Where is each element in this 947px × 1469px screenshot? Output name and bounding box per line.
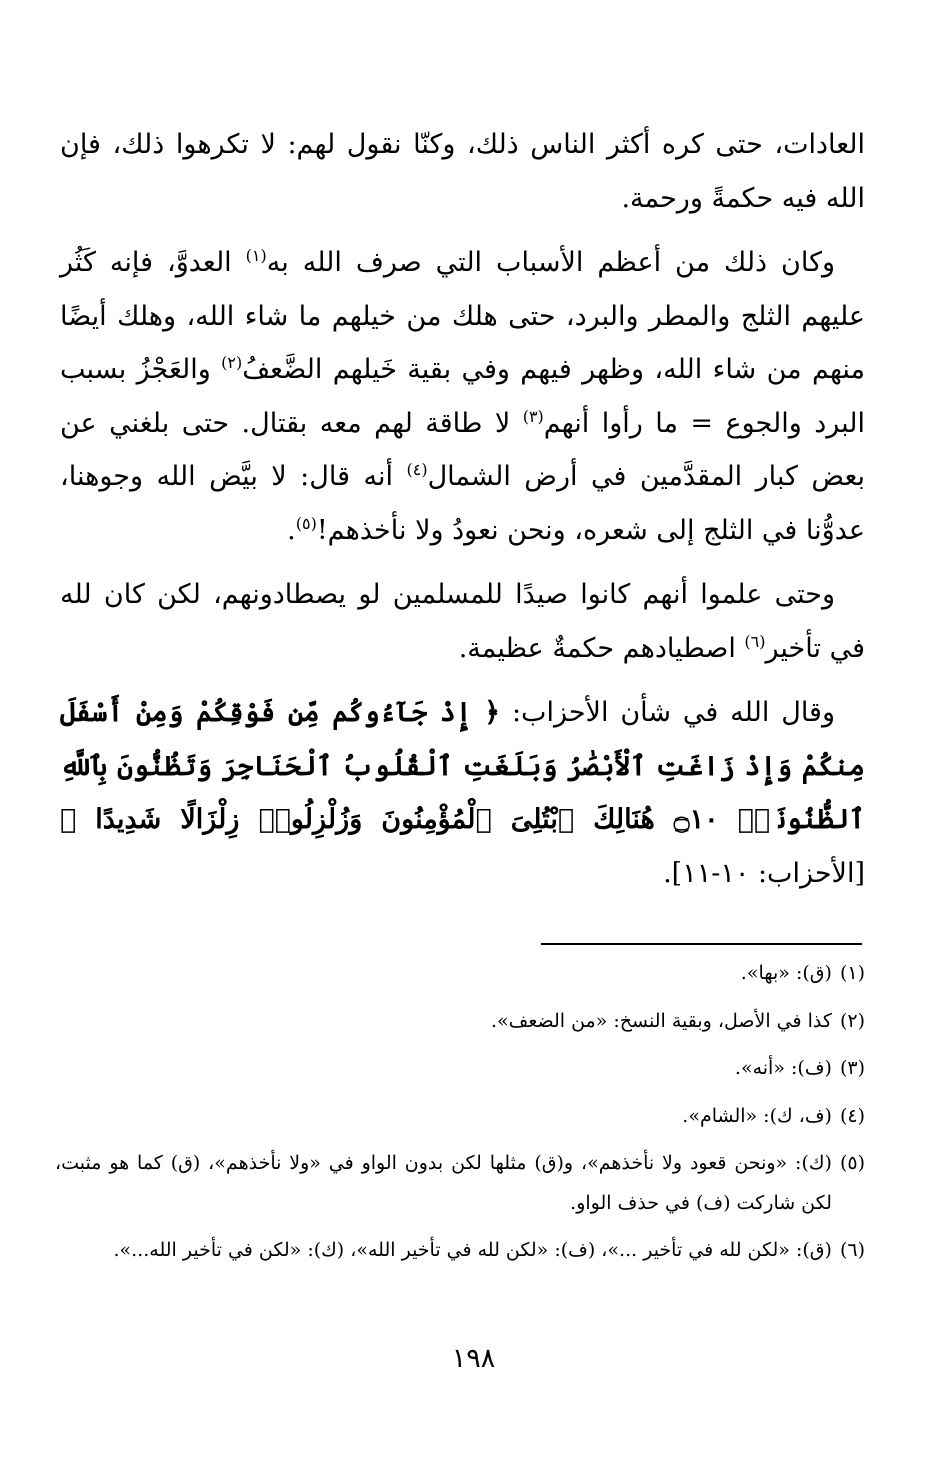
footnote bbox=[55, 1231, 865, 1271]
footnote bbox=[55, 1144, 865, 1223]
footnote-divider bbox=[541, 943, 862, 945]
footnote-text: (ق): «بها». bbox=[740, 962, 832, 984]
p3-text-b: اصطيادهم حكمةٌ عظيمة. bbox=[458, 632, 745, 664]
footnote bbox=[55, 1097, 865, 1137]
footnote bbox=[55, 1002, 865, 1042]
footnote-ref-6[interactable]: (٦) bbox=[744, 631, 766, 651]
p3-text-a: وحتى علموا أنهم كانوا صيدًا للمسلمين لو يصطادونهم، لكن كان لله في تأخير bbox=[60, 579, 865, 664]
p2-text-c: والعَجْزُ بسبب البرد والجوع = ما رأوا أنهم bbox=[60, 354, 865, 439]
footnote-text: (ق): «لكن لله في تأخير ...»، (ف): «لكن لله في تأخير الله»، (ك): «لكن في تأخير الله...». bbox=[113, 1239, 832, 1261]
footnote-number: (٥) bbox=[839, 1152, 865, 1174]
p2-text-d: لا طاقة لهم معه بقتال. حتى بلغني عن بعض كبار المقدَّمين في أرض الشمال bbox=[60, 407, 865, 492]
p2-text-a: وكان ذلك من أعظم الأسباب التي صرف الله به bbox=[266, 247, 836, 278]
footnote-number: (٢) bbox=[839, 1009, 865, 1032]
footnotes bbox=[55, 954, 865, 1279]
page-number: ١٩٨ bbox=[451, 1343, 496, 1374]
p2-text-b: العدوَّ، فإنه كَثُر عليهم الثلج والمطر والبرد، حتى هلك من خيلهم ما شاء الله، وهلك أيضًا منهم من شاء الله، وظهر فيهم وفي بقية خَيلهم الضَّعفُ bbox=[60, 247, 865, 385]
p2-text-f: . bbox=[287, 514, 296, 546]
footnote-number: (٣) bbox=[839, 1057, 865, 1079]
paragraph-2 bbox=[60, 236, 865, 557]
paragraph-4 bbox=[60, 686, 865, 900]
footnote-ref-4[interactable]: (٤) bbox=[406, 460, 428, 479]
main-text bbox=[60, 118, 865, 911]
verse-reference: [الأحزاب: ١٠-١١]. bbox=[663, 857, 865, 889]
footnote-ref-3[interactable]: (٣) bbox=[522, 406, 544, 426]
p2-text-e: أنه قال: لا بيَّض الله وجوهنا، عدوُّنا في الثلج إلى شعره، ونحن نعودُ ولا نأخذهم! bbox=[60, 461, 865, 546]
footnote-ref-5[interactable]: (٥) bbox=[295, 513, 317, 533]
footnote-number: (١) bbox=[839, 962, 865, 984]
footnote-text: كذا في الأصل، وبقية النسخ: «من الضعف». bbox=[490, 1009, 832, 1032]
footnote-text: (ف): «أنه». bbox=[734, 1057, 832, 1079]
paragraph-1 bbox=[60, 118, 865, 225]
footnote-text: (ف، ك): «الشام». bbox=[682, 1104, 832, 1127]
paragraph-1-text: العادات، حتى كره أكثر الناس ذلك، وكنّا نقول لهم: لا تكرهوا ذلك، فإن الله فيه حكمةً ورحمة. bbox=[60, 129, 865, 214]
footnote-ref-1[interactable]: (١) bbox=[245, 246, 267, 265]
footnote bbox=[55, 954, 865, 994]
quran-verse: ﴿ إِذْ جَآءُوكُم مِّن فَوْقِكُمْ وَمِنْ أَسْفَلَ مِنكُمْ وَإِذْ زَاغَتِ ٱلْأَبْصَٰرُ وَبَلَغَتِ ٱلْقُلُوبُ ٱلْحَنَاجِرَ وَتَظُنُّونَ بِٱللَّهِ ٱلظُّنُونَا۠ ۝١٠ هُنَالِكَ ٱبْتُلِىَ ٱلْمُؤْمِنُونَ وَزُلْزِلُوا۟ زِلْزَالًا شَدِيدًا ﴾ bbox=[60, 697, 866, 835]
footnote-ref-2[interactable]: (٢) bbox=[221, 353, 243, 372]
footnote-number: (٤) bbox=[839, 1104, 865, 1127]
p4-intro: وقال الله في شأن الأحزاب: bbox=[500, 697, 835, 728]
footnote bbox=[55, 1049, 865, 1089]
footnote-text: (ك): «ونحن قعود ولا نأخذهم»، و(ق) مثلها لكن بدون الواو في «ولا نأخذهم»، (ق) كما هو مثبت، لكن شاركت (ف) في حذف الواو. bbox=[55, 1152, 832, 1214]
footnote-number: (٦) bbox=[839, 1239, 865, 1261]
paragraph-3 bbox=[60, 568, 865, 675]
